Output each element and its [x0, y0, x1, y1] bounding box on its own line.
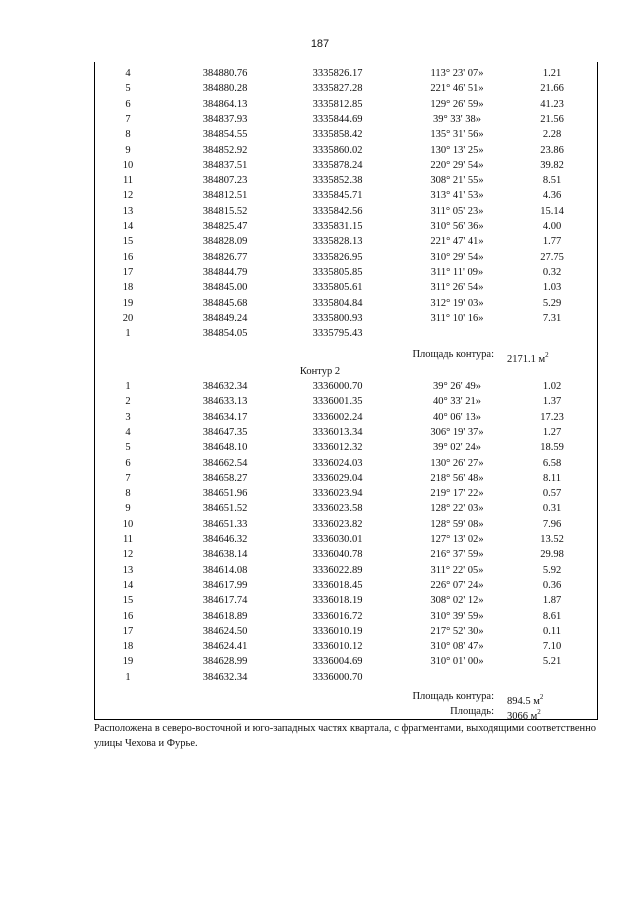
direction-angle: 310° 39' 59»	[430, 610, 484, 622]
coord-x: 384844.79	[202, 266, 248, 278]
length: 0.32	[542, 266, 562, 278]
coord-x: 384658.27	[202, 472, 248, 484]
table-row	[0, 395, 640, 409]
table-row	[0, 235, 640, 249]
contour1-area-value: 2171.1 $м^2$	[507, 351, 549, 365]
length: 39.82	[540, 159, 564, 171]
direction-angle: 39° 26' 49»	[432, 381, 482, 392]
coord-x: 384651.33	[202, 518, 248, 530]
table-row	[0, 312, 640, 326]
point-number: 3	[125, 411, 131, 423]
table-row	[0, 411, 640, 425]
point-number: 13	[122, 205, 134, 217]
coord-x: 384852.92	[202, 144, 248, 156]
direction-angle: 128° 22' 03»	[430, 503, 484, 515]
coord-y: 3336024.03	[312, 457, 363, 469]
point-number: 20	[122, 312, 134, 324]
table-row	[0, 625, 640, 639]
coord-y: 3336001.35	[312, 396, 363, 408]
point-number: 1	[125, 671, 131, 683]
point-number: 11	[122, 534, 134, 545]
coord-y: 3336013.34	[312, 426, 363, 438]
table-row	[0, 128, 640, 142]
coord-x: 384633.13	[202, 396, 248, 408]
contour2-title: Контур 2	[299, 366, 341, 377]
direction-angle: 220° 29' 54»	[430, 159, 484, 171]
page-number: 187	[310, 38, 330, 50]
direction-angle: 39° 02' 24»	[432, 442, 482, 454]
direction-angle: 310° 29' 54»	[430, 251, 484, 263]
table-row	[0, 113, 640, 127]
coord-y: 3335827.28	[312, 83, 363, 95]
point-number: 1	[125, 328, 131, 340]
point-number: 4	[125, 68, 131, 79]
table-row	[0, 472, 640, 486]
point-number: 11	[122, 175, 134, 187]
coord-y: 3336018.45	[312, 579, 363, 591]
table-row	[0, 518, 640, 532]
length: 5.29	[542, 297, 562, 309]
coord-x: 384638.14	[202, 549, 248, 561]
point-number: 6	[125, 98, 131, 110]
coord-y: 3335858.42	[312, 129, 363, 141]
coord-y: 3335860.02	[312, 144, 363, 156]
direction-angle: 217° 52' 30»	[430, 625, 484, 637]
coord-y: 3335842.56	[312, 205, 363, 217]
length: 18.59	[540, 442, 564, 454]
table-row	[0, 144, 640, 158]
length: 8.61	[542, 610, 562, 622]
table-row	[0, 205, 640, 219]
direction-angle: 308° 21' 55»	[430, 175, 484, 187]
point-number: 8	[125, 488, 131, 500]
location-note: Расположена в северо-восточной и юго-западных частях квартала, с фрагментами, выходящими соответственно улицы Чехова и Фурье.	[94, 723, 596, 749]
coord-y: 3336010.19	[312, 625, 363, 637]
table-row	[0, 441, 640, 455]
point-number: 19	[122, 656, 134, 668]
coord-y: 3335804.84	[312, 297, 363, 309]
point-number: 8	[125, 129, 131, 141]
length: 1.21	[542, 68, 562, 79]
direction-angle: 306° 19' 37»	[430, 426, 484, 438]
coord-x: 384864.13	[202, 98, 248, 110]
length: 0.31	[542, 503, 562, 515]
point-number: 4	[125, 426, 131, 438]
point-number: 6	[125, 457, 131, 469]
coord-x: 384618.89	[202, 610, 248, 622]
coord-y: 3336002.24	[312, 411, 363, 423]
direction-angle: 310° 01' 00»	[430, 656, 484, 668]
length: 6.58	[542, 457, 562, 469]
table-row	[0, 327, 640, 341]
length: 21.56	[540, 113, 564, 125]
direction-angle: 128° 59' 08»	[430, 518, 484, 530]
point-number: 9	[125, 144, 131, 156]
coord-x: 384880.28	[202, 83, 248, 95]
coord-x: 384617.99	[202, 579, 248, 591]
coord-y: 3336023.82	[312, 518, 363, 530]
point-number: 12	[122, 190, 134, 202]
coord-x: 384651.52	[202, 503, 248, 515]
coord-x: 384632.34	[202, 671, 248, 683]
point-number: 13	[122, 564, 134, 576]
coord-y: 3335844.69	[312, 113, 363, 125]
direction-angle: 226° 07' 24»	[430, 579, 484, 591]
point-number: 7	[125, 113, 131, 125]
direction-angle: 40° 33' 21»	[432, 396, 482, 408]
coord-x: 384662.54	[202, 457, 248, 469]
point-number: 14	[122, 221, 134, 232]
direction-angle: 218° 56' 48»	[430, 472, 484, 484]
direction-angle: 135° 31' 56»	[430, 129, 484, 141]
point-number: 10	[122, 518, 134, 530]
table-row	[0, 67, 640, 81]
coord-x: 384634.17	[202, 411, 248, 423]
table-row	[0, 266, 640, 280]
length: 0.36	[542, 579, 562, 591]
direction-angle: 312° 19' 03»	[430, 297, 484, 309]
coord-y: 3335831.15	[312, 221, 363, 232]
length: 8.51	[542, 175, 562, 187]
coord-x: 384647.35	[202, 426, 248, 438]
table-row	[0, 281, 640, 295]
table-row	[0, 548, 640, 562]
point-number: 18	[122, 641, 134, 653]
length: 5.92	[542, 564, 562, 576]
point-number: 16	[122, 251, 134, 263]
coord-y: 3336010.12	[312, 641, 363, 653]
coord-x: 384880.76	[202, 68, 248, 79]
coord-x: 384614.08	[202, 564, 248, 576]
coord-x: 384828.09	[202, 236, 248, 248]
table-row	[0, 457, 640, 471]
contour1-area-label: Площадь контура:	[412, 349, 494, 360]
table-row	[0, 671, 640, 685]
coord-x: 384826.77	[202, 251, 248, 263]
coord-y: 3335795.43	[312, 328, 363, 340]
table-row	[0, 594, 640, 608]
point-number: 7	[125, 472, 131, 484]
point-number: 9	[125, 503, 131, 515]
length: 4.00	[542, 221, 562, 232]
table-row	[0, 640, 640, 654]
point-number: 17	[122, 625, 134, 637]
length: 0.57	[542, 488, 562, 500]
length: 1.77	[542, 236, 562, 248]
length: 21.66	[540, 83, 564, 95]
coord-y: 3336030.01	[312, 534, 363, 545]
coord-y: 3335845.71	[312, 190, 363, 202]
point-number: 16	[122, 610, 134, 622]
coord-x: 384815.52	[202, 205, 248, 217]
table-row	[0, 159, 640, 173]
coord-y: 3336023.94	[312, 488, 363, 500]
coord-y: 3335878.24	[312, 159, 363, 171]
length: 0.11	[543, 625, 561, 637]
length: 7.31	[542, 312, 562, 324]
table-row	[0, 426, 640, 440]
point-number: 14	[122, 579, 134, 591]
point-number: 18	[122, 282, 134, 294]
table-row	[0, 655, 640, 669]
contour2-area-label: Площадь контура:	[412, 691, 494, 702]
coord-y: 3336000.70	[312, 381, 363, 392]
direction-angle: 130° 13' 25»	[430, 144, 484, 156]
coord-y: 3335826.17	[312, 68, 363, 79]
coord-x: 384651.96	[202, 488, 248, 500]
point-number: 19	[122, 297, 134, 309]
direction-angle: 311° 26' 54»	[430, 282, 484, 294]
coord-y: 3335805.61	[312, 282, 363, 294]
direction-angle: 127° 13' 02»	[430, 534, 484, 545]
table-row	[0, 251, 640, 265]
direction-angle: 221° 47' 41»	[430, 236, 484, 248]
coord-y: 3336023.58	[312, 503, 363, 515]
coord-x: 384624.50	[202, 625, 248, 637]
coord-y: 3335805.85	[312, 266, 363, 278]
point-number: 17	[122, 266, 134, 278]
coord-y: 3335852.38	[312, 175, 363, 187]
direction-angle: 313° 41' 53»	[430, 190, 484, 202]
length: 15.14	[540, 205, 564, 217]
direction-angle: 39° 33' 38»	[432, 113, 482, 125]
direction-angle: 311° 10' 16»	[430, 312, 484, 324]
direction-angle: 311° 05' 23»	[430, 205, 484, 217]
direction-angle: 219° 17' 22»	[430, 488, 484, 500]
coord-x: 384854.05	[202, 328, 248, 340]
coord-x: 384825.47	[202, 221, 248, 232]
point-number: 5	[125, 83, 131, 95]
coord-y: 3336018.19	[312, 595, 363, 607]
coord-x: 384624.41	[202, 641, 248, 653]
coord-x: 384812.51	[202, 190, 248, 202]
table-row	[0, 189, 640, 203]
point-number: 15	[122, 236, 134, 248]
length: 1.87	[542, 595, 562, 607]
coord-x: 384807.23	[202, 175, 248, 187]
coord-y: 3335812.85	[312, 98, 363, 110]
table-row	[0, 82, 640, 96]
coord-x: 384845.00	[202, 282, 248, 294]
direction-angle: 310° 56' 36»	[430, 221, 484, 232]
coord-y: 3335800.93	[312, 312, 363, 324]
point-number: 12	[122, 549, 134, 561]
coord-y: 3336029.04	[312, 472, 363, 484]
coord-x: 384648.10	[202, 442, 248, 454]
coord-x: 384632.34	[202, 381, 248, 392]
coord-x: 384849.24	[202, 312, 248, 324]
length: 23.86	[540, 144, 564, 156]
length: 41.23	[540, 98, 564, 110]
length: 13.52	[540, 534, 564, 545]
total-area-value: 3066 $м^2$	[507, 708, 541, 722]
table-row	[0, 174, 640, 188]
coord-x: 384854.55	[202, 129, 248, 141]
direction-angle: 216° 37' 59»	[430, 549, 484, 561]
direction-angle: 221° 46' 51»	[430, 83, 484, 95]
table-row	[0, 564, 640, 578]
coord-x: 384646.32	[202, 534, 248, 545]
direction-angle: 308° 02' 12»	[430, 595, 484, 607]
direction-angle: 310° 08' 47»	[430, 641, 484, 653]
table-row	[0, 502, 640, 516]
direction-angle: 113° 23' 07»	[430, 68, 484, 79]
length: 1.02	[542, 381, 562, 392]
table-row	[0, 610, 640, 624]
coord-x: 384617.74	[202, 595, 248, 607]
length: 17.23	[540, 411, 564, 423]
length: 1.27	[542, 426, 562, 438]
point-number: 5	[125, 442, 131, 454]
length: 8.11	[543, 472, 561, 484]
direction-angle: 130° 26' 27»	[430, 457, 484, 469]
coord-y: 3336040.78	[312, 549, 363, 561]
length: 4.36	[542, 190, 562, 202]
coord-y: 3335826.95	[312, 251, 363, 263]
coord-y: 3336022.89	[312, 564, 363, 576]
coord-y: 3336012.32	[312, 442, 363, 454]
point-number: 2	[125, 396, 131, 408]
contour2-area-value: 894.5 $м^2$	[507, 693, 544, 707]
total-area-label: Площадь:	[450, 706, 494, 717]
coord-x: 384837.51	[202, 159, 248, 171]
table-row	[0, 380, 640, 394]
coord-x: 384837.93	[202, 113, 248, 125]
table-row	[0, 220, 640, 234]
length: 5.21	[542, 656, 562, 668]
length: 7.96	[542, 518, 562, 530]
table-row	[0, 533, 640, 547]
table-row	[0, 579, 640, 593]
length: 27.75	[540, 251, 564, 263]
coord-y: 3336000.70	[312, 671, 363, 683]
length: 1.37	[542, 396, 562, 408]
length: 29.98	[540, 549, 564, 561]
point-number: 15	[122, 595, 134, 607]
direction-angle: 129° 26' 59»	[430, 98, 484, 110]
direction-angle: 311° 11' 09»	[430, 266, 484, 278]
length: 7.10	[542, 641, 562, 653]
coord-y: 3336016.72	[312, 610, 363, 622]
coord-x: 384628.99	[202, 656, 248, 668]
coord-y: 3335828.13	[312, 236, 363, 248]
length: 2.28	[542, 129, 562, 141]
point-number: 1	[125, 381, 131, 392]
direction-angle: 311° 22' 05»	[430, 564, 484, 576]
point-number: 10	[122, 159, 134, 171]
direction-angle: 40° 06' 13»	[432, 411, 482, 423]
table-row	[0, 487, 640, 501]
coord-x: 384845.68	[202, 297, 248, 309]
length: 1.03	[542, 282, 562, 294]
table-row	[0, 98, 640, 112]
table-row	[0, 297, 640, 311]
coord-y: 3336004.69	[312, 656, 363, 668]
